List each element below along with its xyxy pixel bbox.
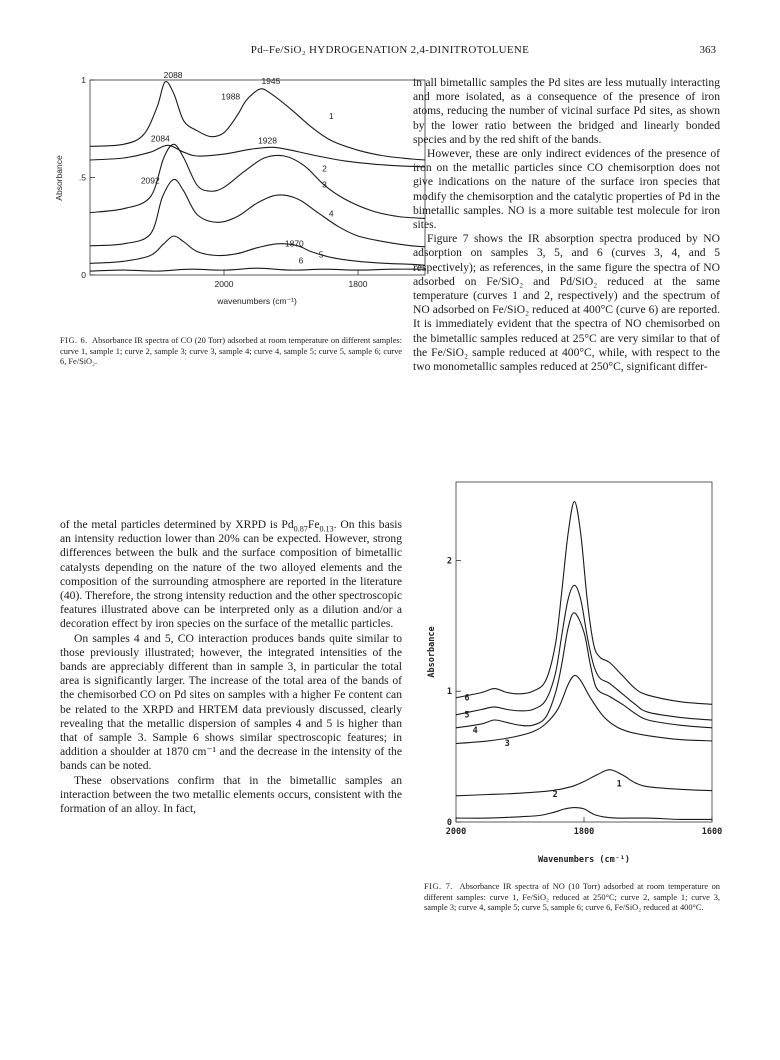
series-line-1 bbox=[456, 770, 712, 796]
caption-label: FIG. 7. bbox=[424, 882, 453, 891]
peak-annotation: 1988 bbox=[221, 91, 241, 102]
y-axis-label: Absorbance bbox=[54, 155, 64, 201]
left-column bbox=[60, 518, 402, 816]
series-line-4 bbox=[456, 613, 712, 728]
peak-annotation: 1870 bbox=[284, 238, 304, 249]
y-axis-label: Absorbance bbox=[427, 626, 437, 678]
y-tick-label: 0 bbox=[446, 818, 452, 828]
figure-6-caption bbox=[60, 336, 402, 368]
series-label-4: 4 bbox=[328, 208, 334, 219]
paragraph: On samples 4 and 5, CO interaction produces bands quite similar to those previously illustrated; however, the integrated intensities of the bands are appreciably different than in sample 3, in particular the total area is significantly larger. The increase of the total area of the bands of the chemisorbed CO on Pd sites on samples with a higher Fe content can be related to the XRPD and HRTEM data previously discussed, clearly revealing that the metallic dispersion of samples 4 and 5 is higher than that of sample 3. Sample 6 shows similar spectroscopic features; in addition a shoulder at 1870 cm⁻¹ and the decrease in the intensity of the bands can be noted. bbox=[60, 631, 402, 773]
series-line-2 bbox=[90, 145, 425, 167]
running-title: Pd–Fe/SiO₂ HYDROGENATION 2,4-DINITROTOLUENE bbox=[250, 44, 530, 56]
paragraph: Figure 7 shows the IR absorption spectra produced by NO adsorption on samples 3, 5, and 6 (curves 3, 4, and 5 respectively); as references, in the same figure the spectra of NO adsorbed on Fe/SiO₂ and Pd/SiO₂ reduced at the same temperature (curves 1 and 2, respectively) and the spectrum of NO adsorbed on Fe/SiO₂ reduced at 400°C (curve 6) are reported. It is immediately evident that the spectra of NO chemisorbed on the bimetallic samples reduced at 25°C are very similar to that of the Fe/SiO₂ sample reduced at 400°C, while, with respect to the two monometallic samples reduced at 250°C, significant differ- bbox=[413, 232, 720, 374]
x-tick-label: 1800 bbox=[348, 279, 368, 289]
series-line-6 bbox=[456, 502, 712, 705]
series-line-4 bbox=[90, 179, 425, 246]
series-label-1: 1 bbox=[616, 779, 622, 790]
running-header bbox=[0, 44, 780, 60]
peak-annotation: 2084 bbox=[150, 133, 170, 144]
x-tick-label: 2000 bbox=[445, 827, 467, 837]
x-tick-label: 1800 bbox=[573, 827, 595, 837]
caption-text: Absorbance IR spectra of CO (20 Torr) adsorbed at room temperature on different samples: curve 1, sample 1; curve 2, sample 3; curve 3, sample 4; curve 4, sample 5; curve 5, sample 6; curve 6, Fe/SiO₂. bbox=[60, 336, 402, 367]
series-line-6 bbox=[90, 268, 425, 271]
x-tick-label: 2000 bbox=[214, 279, 234, 289]
paragraph: However, these are only indirect evidences of the presence of iron on the metallic particles since CO chemisorption does not give indications on the nature of the surface iron species that modify the chemisorption and the catalytic properties of Pd in the bimetallic samples. NO is a more suitable test molecule for iron sites. bbox=[413, 147, 720, 232]
paragraph: in all bimetallic samples the Pd sites are less mutually interacting and more isolated, as a consequence of the presence of iron atoms, reducing the number of vicinal surface Pd sites, as shown by the lower ratio between the bridged and linearly bonded species and by the red shift of the bands. bbox=[413, 76, 720, 146]
caption-text: Absorbance IR spectra of NO (10 Torr) adsorbed at room temperature on different samples: curve 1, Fe/SiO₂ reduced at 250°C; curve 2, sample 1; curve 3, sample 3; curve 4, sample 5; curve 5, sample 6; curve 6, Fe/SiO₂ reduced at 400°C. bbox=[424, 882, 720, 913]
x-axis-label: Wavenumbers (cm⁻¹) bbox=[537, 855, 631, 865]
caption-label: FIG. 6. bbox=[60, 336, 88, 345]
series-line-3 bbox=[456, 675, 712, 743]
figure-6-chart bbox=[40, 70, 410, 316]
peak-annotation: 1928 bbox=[258, 135, 278, 146]
y-tick-label: 0 bbox=[81, 270, 86, 280]
y-tick-label: 1 bbox=[81, 75, 86, 85]
x-tick-label: 1600 bbox=[701, 827, 723, 837]
y-tick-label: .5 bbox=[78, 172, 86, 183]
page-number: 363 bbox=[699, 44, 716, 56]
paragraph: of the metal particles determined by XRPD is $Pd_{0.87}Fe_{0.13}$. On this basis an intensity reduction lower than 20% can be expected. However, strong differences between the bulk and the surface composition of bimetallic catalysts depending on the nature of the two alloyed elements and the composition of the surrounding atmosphere are reported in the literature (40). Therefore, the strong intensity reduction and the other spectroscopic features illustrated above can be interpreted only as a dilution and/or a decoration effect by iron species on the surface of the metallic particles. bbox=[60, 518, 402, 631]
figure-7-caption bbox=[424, 882, 720, 914]
series-label-4: 4 bbox=[472, 726, 478, 737]
series-label-3: 3 bbox=[322, 179, 327, 190]
series-label-2: 2 bbox=[552, 790, 558, 801]
series-line-5 bbox=[456, 585, 712, 720]
plot-frame bbox=[456, 482, 712, 822]
y-tick-label: 2 bbox=[446, 556, 452, 567]
paragraph: These observations confirm that in the bimetallic samples an interaction between the two metallic elements occurs, consistent with the formation of an alloy. In fact, bbox=[60, 773, 402, 816]
peak-annotation: 2092 bbox=[140, 175, 160, 186]
figure-7-chart bbox=[414, 478, 724, 868]
peak-annotation: 2088 bbox=[163, 70, 183, 81]
series-label-6: 6 bbox=[464, 693, 470, 704]
peak-annotation: 1945 bbox=[261, 75, 281, 86]
series-label-5: 5 bbox=[464, 710, 470, 721]
series-label-1: 1 bbox=[328, 111, 334, 121]
right-column bbox=[413, 76, 720, 374]
series-label-5: 5 bbox=[318, 249, 324, 260]
x-axis-label: wavenumbers (cm⁻¹) bbox=[217, 296, 297, 306]
series-label-2: 2 bbox=[322, 163, 327, 174]
series-label-6: 6 bbox=[298, 255, 304, 266]
series-label-3: 3 bbox=[504, 739, 510, 750]
y-tick-label: 1 bbox=[446, 687, 452, 698]
